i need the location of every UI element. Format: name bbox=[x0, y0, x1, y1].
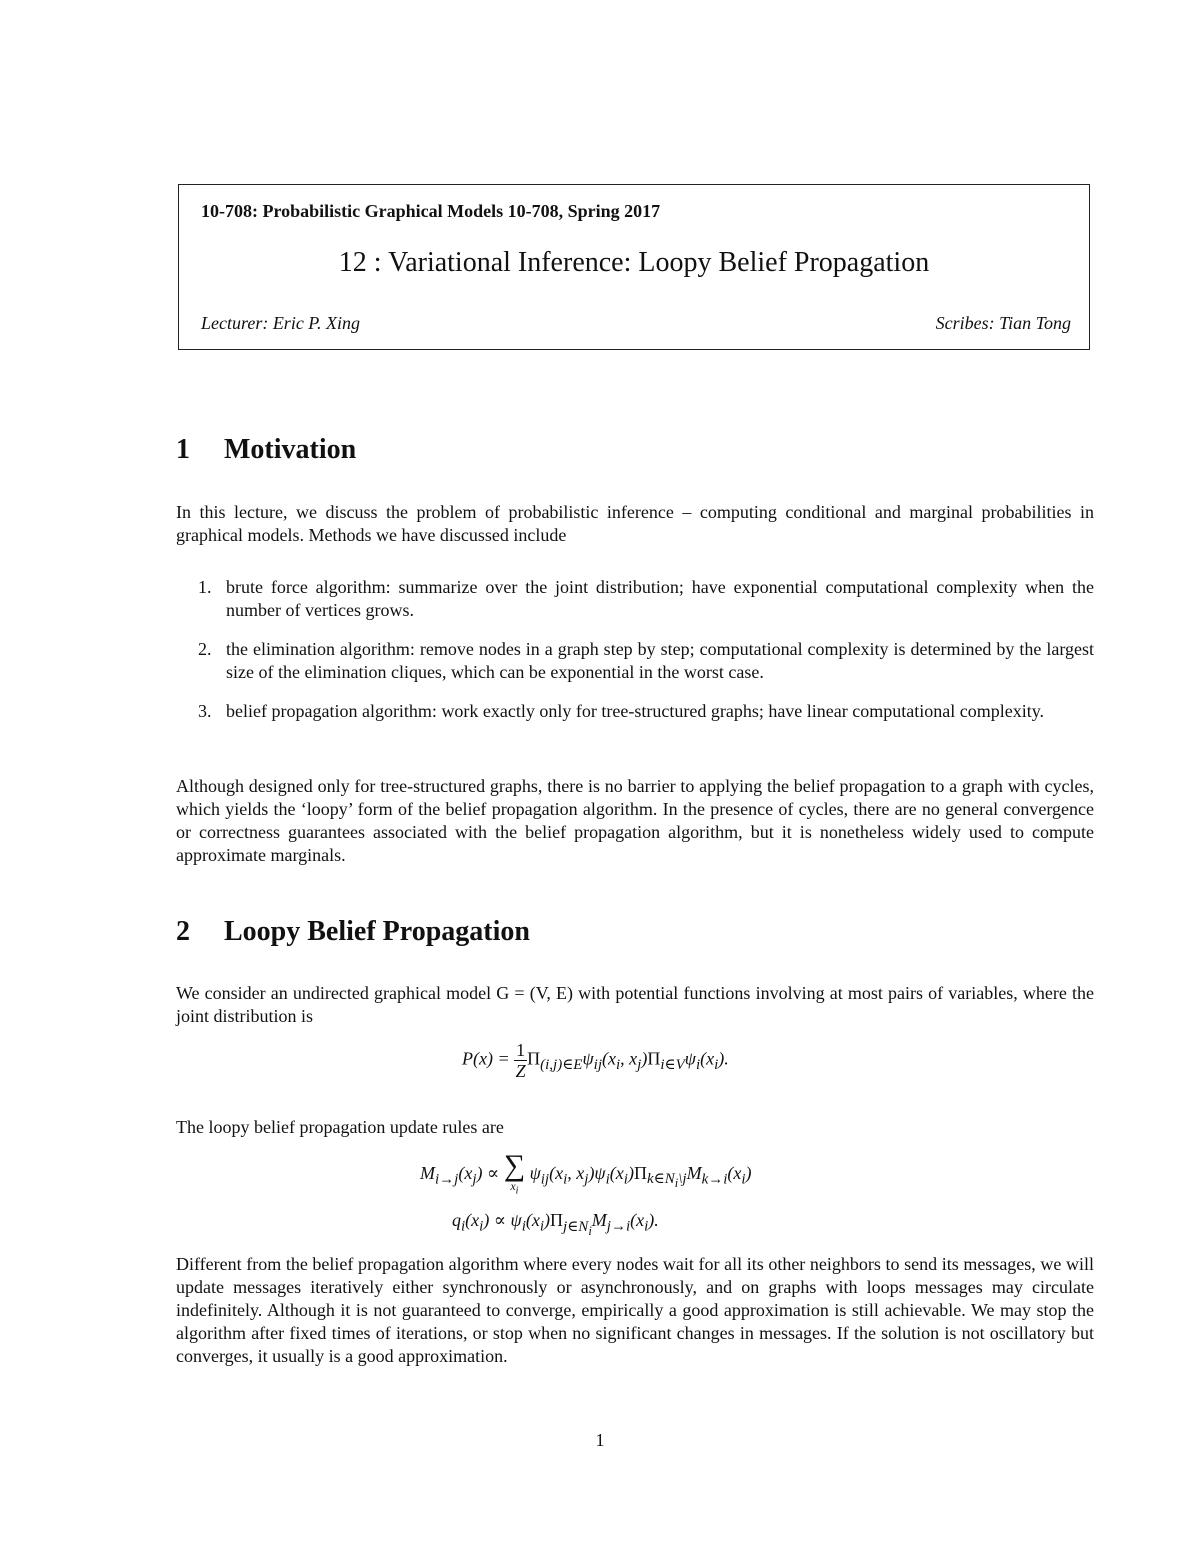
fraction-one-over-z: $\frac{1}{Z}$ bbox=[515, 1040, 526, 1081]
lecture-header-box bbox=[178, 184, 1090, 350]
lecturer-name: Lecturer: Eric P. Xing bbox=[201, 313, 360, 333]
list-item-text: the elimination algorithm: remove nodes in a graph step by step; computational complexity is determined by the largest size of the elimination cliques, which can be exponential in the worst case. bbox=[226, 639, 1094, 682]
list-item-number: 1. bbox=[198, 577, 212, 597]
section-2-title: Loopy Belief Propagation bbox=[224, 916, 530, 947]
belief-update-equation: $q_i(x_i) \propto \psi_i(x_i)\Pi_{j\in N_i}M_{j\to i}(x_i)$. bbox=[452, 1210, 659, 1238]
list-item bbox=[196, 576, 1094, 622]
section-1-closing: Although designed only for tree-structured graphs, there is no barrier to applying the belief propagation to a graph with cycles, which yields the ‘loopy’ form of the belief propagation algorithm. In the presence of cycles, there are no general convergence or correctness guarantees associated with the belief propagation algorithm, but it is nonetheless widely used to compute approximate marginals. bbox=[176, 776, 1094, 865]
section-1-intro: In this lecture, we discuss the problem of probabilistic inference – computing conditional and marginal probabilities in graphical models. Methods we have discussed include bbox=[176, 502, 1094, 545]
section-1-heading bbox=[176, 434, 356, 466]
section-2-intro: We consider an undirected graphical model G = (V, E) with potential functions involving at most pairs of variables, where the joint distribution is bbox=[176, 983, 1094, 1026]
list-item bbox=[196, 638, 1094, 684]
section-2-heading bbox=[176, 916, 530, 948]
joint-distribution-equation: P(x) = $\frac{1}{Z}$ $\Pi_{(i,j)\in E}\psi_{ij}(x_i$, $x_j)\Pi_{i\in V}\psi_i(x_i)$. bbox=[462, 1040, 729, 1081]
list-item-text: brute force algorithm: summarize over the joint distribution; have exponential computational complexity when the number of vertices grows. bbox=[226, 577, 1094, 620]
list-item-number: 2. bbox=[198, 639, 212, 659]
section-2-number: 2 bbox=[176, 916, 190, 947]
summation-symbol: ∑ $x_i$ bbox=[503, 1149, 526, 1197]
section-1-number: 1 bbox=[176, 434, 190, 465]
scribes-name: Scribes: Tian Tong bbox=[935, 313, 1071, 333]
section-1-title: Motivation bbox=[224, 434, 357, 465]
lecture-title: 12 : Variational Inference: Loopy Belief Propagation bbox=[338, 247, 930, 278]
methods-list bbox=[196, 576, 1094, 739]
update-rules-intro: The loopy belief propagation update rules are bbox=[176, 1117, 504, 1137]
section-2-closing: Different from the belief propagation algorithm where every nodes wait for all its other neighbors to send its messages, we will update messages iteratively either synchronously or asynchronously, and on graphs with loops messages may circulate indefinitely. Although it is not guaranteed to converge, empirically a good approximation is still achievable. We may stop the algorithm after fixed times of iterations, or stop when no significant changes in messages. If the solution is not oscillatory but converges, it usually is a good approximation. bbox=[176, 1254, 1094, 1366]
page-number: 1 bbox=[595, 1430, 605, 1450]
list-item bbox=[196, 700, 1094, 723]
message-update-equation: $M_{i\to j}(x_j)$ ∝ ∑ $x_i$ $\psi_{ij}(x_i$, $x_j)\psi_i(x_i)\Pi_{k\in N_i\backslash j}M_{k\to i}(x_i)$ bbox=[420, 1149, 752, 1197]
list-item-number: 3. bbox=[198, 701, 212, 721]
list-item-text: belief propagation algorithm: work exactly only for tree-structured graphs; have linear computational complexity. bbox=[226, 701, 1045, 721]
course-title: 10-708: Probabilistic Graphical Models 10-708, Spring 2017 bbox=[201, 201, 661, 221]
